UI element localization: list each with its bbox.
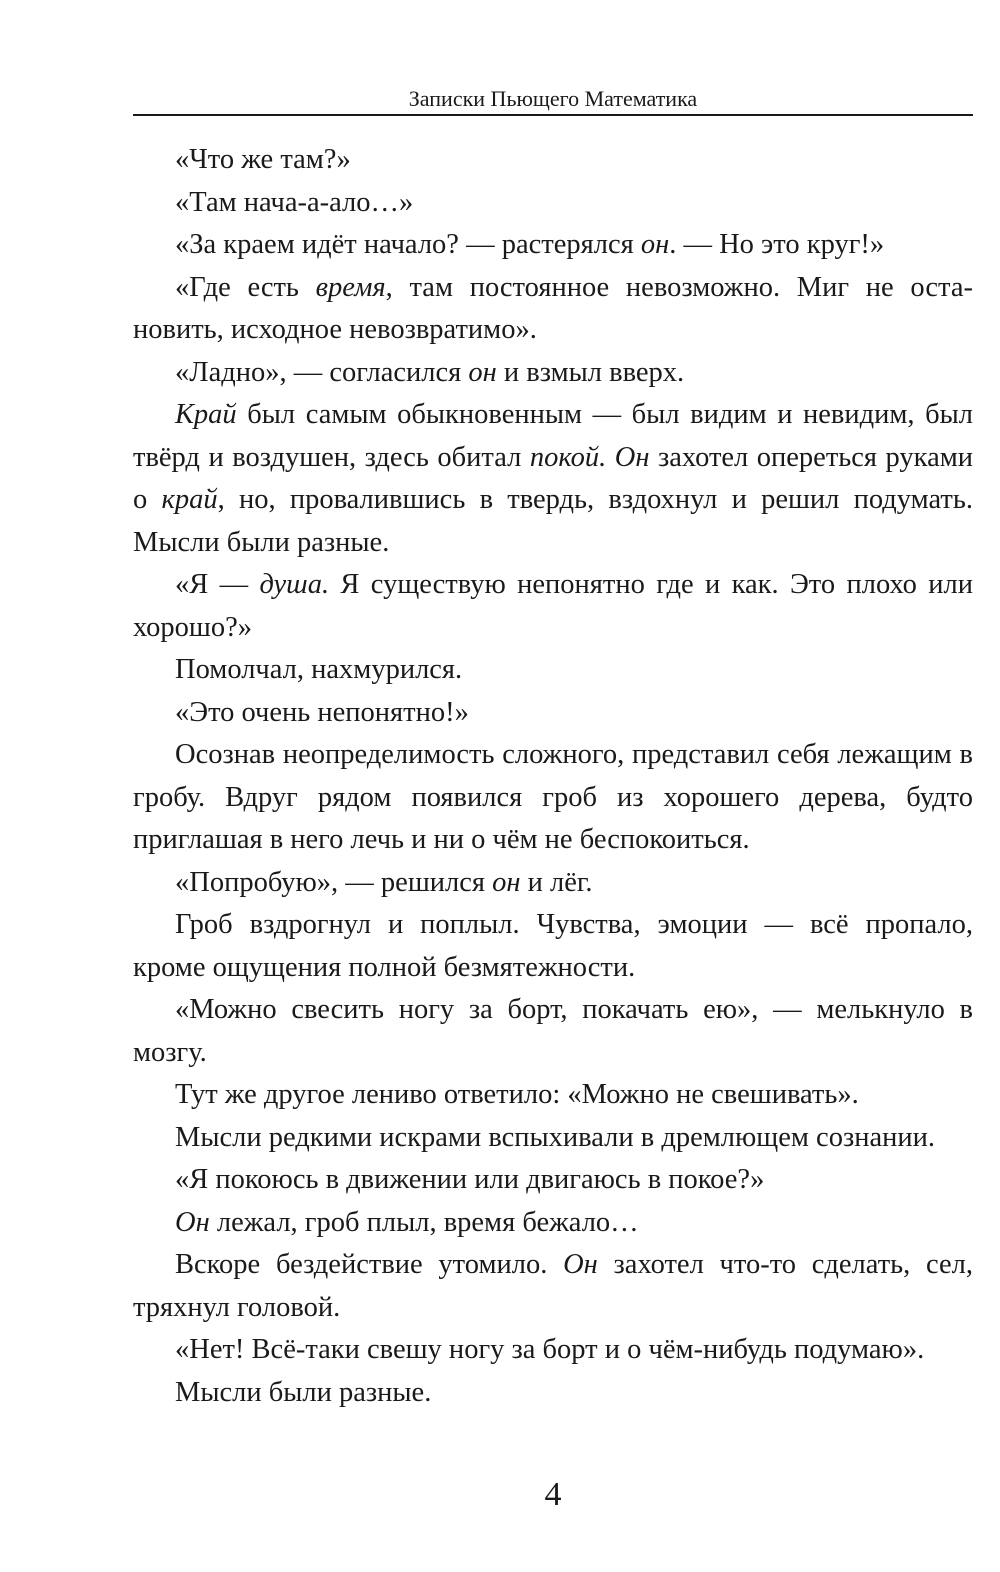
paragraph [133, 862, 973, 905]
italic-text: душа. [259, 569, 330, 600]
text-run: «Я покоюсь в движении или двигаюсь в покое?» [175, 1164, 765, 1195]
paragraph [133, 564, 973, 649]
text-run: «Это очень непонятно!» [175, 696, 469, 728]
text-run: «Можно свесить ногу за борт, покачать ею», — мелькнуло в мозгу. [133, 994, 973, 1068]
text-run: и лёг. [520, 866, 593, 898]
text-run [606, 442, 615, 473]
text-run: «За краем идёт начало? — растерялся [175, 229, 641, 260]
text-run: Мысли были разные. [175, 1376, 432, 1408]
text-run: захотел опереться руками о [133, 441, 974, 515]
italic-text: он [492, 866, 521, 898]
paragraph [133, 394, 973, 564]
text-run: Помолчал, нахмурился. [175, 654, 463, 685]
paragraph [133, 1244, 973, 1329]
paragraph [133, 139, 973, 182]
text-run: , но, провалившись в твердь, вздохнул и решил подумать. Мысли были разные. [133, 484, 974, 558]
text-run: «Нет! Всё-таки свешу ногу за борт и о чём-нибудь подумаю». [175, 1334, 925, 1365]
italic-text: Он [614, 441, 650, 473]
paragraph [133, 224, 973, 267]
text-run: «Где есть [175, 271, 316, 303]
text-run: «Попробую», — решился [175, 866, 493, 898]
paragraph [133, 352, 973, 395]
italic-text: он [640, 229, 670, 260]
italic-text: он [468, 356, 497, 388]
text-run: лежал, гроб плыл, время бежало… [209, 1206, 639, 1238]
paragraph [133, 649, 973, 692]
paragraph [133, 1202, 973, 1245]
paragraph [133, 1159, 973, 1202]
italic-text: Край [175, 399, 237, 430]
page-number: 4 [544, 1476, 562, 1513]
text-run: . — Но это круг!» [669, 229, 885, 260]
text-run: Осознав неопределимость сложного, представил себя лежащим в гробу. Вдруг рядом появился гроб из хорошего дерева, будто приглашая в него лечь и ни о чём не беспокоиться. [133, 739, 973, 855]
italic-text: покой. [529, 441, 607, 473]
italic-text: время [315, 271, 386, 303]
text-run: Гроб вздрогнул и поплыл. Чувства, эмоции — всё пропало, кроме ощущения полной безмятежности. [133, 909, 973, 983]
paragraph [133, 267, 973, 352]
paragraph [133, 734, 973, 862]
text-run: и взмыл вверх. [496, 356, 685, 388]
text-run: Я существую непонятно где и как. Это плохо или хорошо?» [133, 569, 973, 643]
italic-text: Он [563, 1249, 598, 1280]
paragraph [133, 692, 973, 735]
paragraph [133, 1074, 973, 1117]
text-run: «Там нача-а-ало…» [175, 186, 414, 218]
text-run: «Я — [175, 569, 260, 600]
body-text [133, 139, 973, 1414]
text-run: Вскоре бездействие утомило. [175, 1249, 564, 1280]
text-run: «Ладно», — согласился [175, 356, 469, 388]
text-run: был самым обыкновенным — был видим и невидим, был твёрд и воздушен, здесь обитал [133, 399, 973, 473]
paragraph [133, 989, 973, 1074]
text-run: Тут же другое лениво ответило: «Можно не свешивать». [175, 1079, 859, 1110]
italic-text: Он [175, 1206, 210, 1238]
paragraph [133, 182, 973, 225]
text-run: Мысли редкими искрами вспыхивали в дремлющем сознании. [175, 1121, 935, 1153]
text-run: захотел что-то сделать, сел, тряхнул головой. [133, 1249, 973, 1323]
paragraph [133, 904, 973, 989]
text-run: «Что же там?» [175, 144, 351, 175]
paragraph [133, 1329, 973, 1372]
paragraph [133, 1117, 973, 1160]
header-rule [133, 114, 973, 116]
text-run: , там постоянное невозможно. Миг не остановить, исходное невозвратимо». [133, 271, 973, 345]
italic-text: край [161, 484, 218, 515]
running-title: Записки Пьющего Математика [408, 86, 698, 111]
paragraph [133, 1372, 973, 1415]
